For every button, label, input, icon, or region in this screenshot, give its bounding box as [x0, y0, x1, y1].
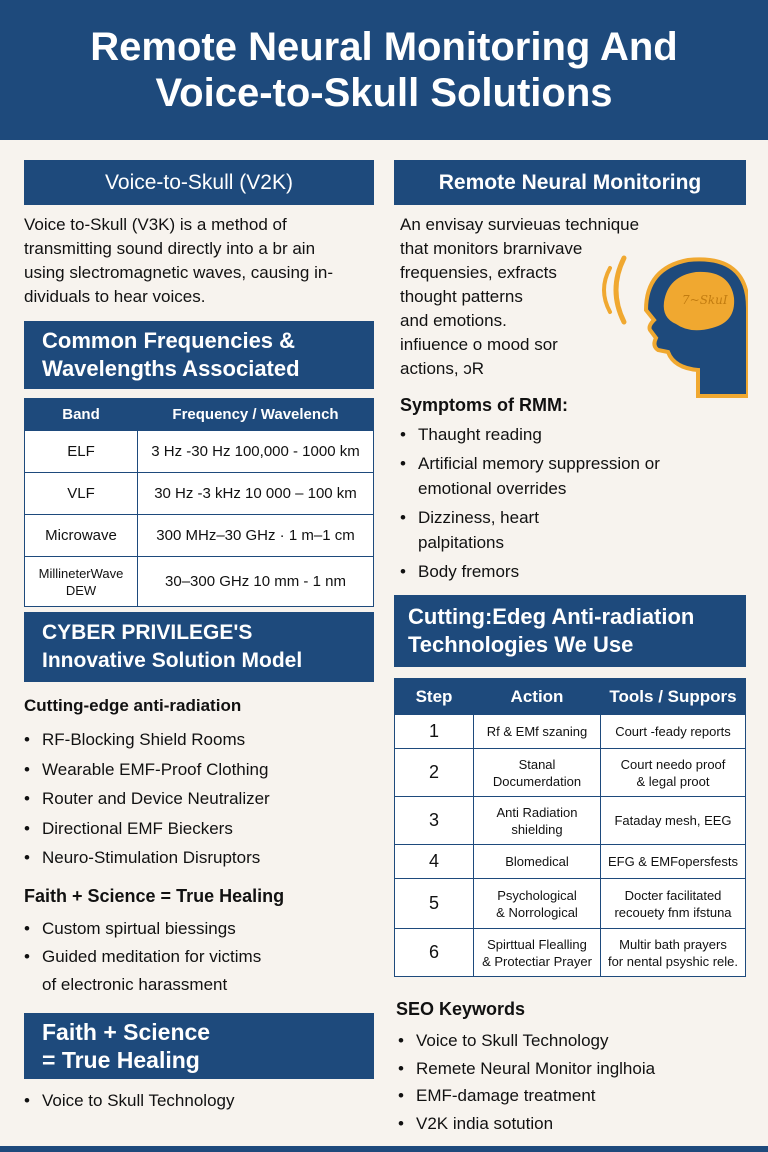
table-row: [395, 797, 746, 845]
rnm-line: that monitors brarnivave: [400, 239, 583, 258]
rnm-line: and emotions.: [400, 311, 507, 330]
wave-icon: [616, 258, 624, 322]
cyber-subheading: Cutting-edge anti-radiation: [24, 696, 242, 715]
table-row: [25, 515, 374, 557]
step-cell: 4: [395, 845, 474, 879]
rnm-line: infiuence o mood sor: [400, 335, 558, 354]
freq-cell: 30–300 GHz 10 mm - 1 nm: [138, 557, 374, 607]
v2k-line: using slectromagnetic waves, causing in-: [24, 263, 333, 282]
freq-cell: 30 Hz -3 kHz 10 000 – 100 km: [138, 473, 374, 515]
symptoms-list: [400, 422, 740, 584]
tech-heading-line1: Cutting:Edeg Anti-radiation: [408, 604, 695, 629]
band-cell: Microwave: [25, 515, 138, 557]
list-item: • Voice to Skull Technology: [398, 1027, 748, 1055]
list-item: • EMF-damage treatment: [398, 1082, 748, 1110]
table-row: [395, 715, 746, 749]
table-row: [25, 473, 374, 515]
bottom-bar: [0, 1146, 768, 1152]
freq-cell: 3 Hz -30 Hz 100,000 - 1000 km: [138, 431, 374, 473]
v2k-line: transmitting sound directly into a br ain: [24, 239, 316, 258]
band-cell: ELF: [25, 431, 138, 473]
step-cell: 2: [395, 749, 474, 797]
tools-cell: EFG & EMFopersfests: [601, 845, 746, 879]
symptoms-label: [400, 393, 568, 417]
action-cell: Rf & EMf szaning: [474, 715, 601, 749]
tools-cell: Fataday mesh, EEG: [601, 797, 746, 845]
cyber-heading-box: [24, 612, 374, 682]
list-item: • Directional EMF Bieckers: [24, 814, 374, 844]
list-item: • Voice to Skull Technology: [24, 1088, 374, 1114]
action-cell: Stanal Documerdation: [474, 749, 601, 797]
brain-scribble: 7~SkuI: [682, 293, 728, 307]
tech-heading-line2: Technologies We Use: [408, 632, 634, 657]
symptoms-label-bold: Symptoms: [400, 395, 493, 415]
faith-box-line1: Faith + Science: [42, 1019, 211, 1045]
band-cell: VLF: [25, 473, 138, 515]
freq-cell: 300 MHz–30 GHz · 1 m–1 cm: [138, 515, 374, 557]
rnm-line: actions, ɔR: [400, 359, 485, 378]
list-item: • Dizziness, heart palpitations: [400, 505, 740, 555]
head-brain-waves-icon: [598, 238, 748, 398]
seo-list: [398, 1027, 748, 1137]
v2k-description: [24, 213, 374, 309]
faith-bottom-list: [24, 1088, 374, 1114]
faith-box: [24, 1013, 374, 1079]
list-item: • Artificial memory suppression or emotional overrides: [400, 451, 740, 501]
list-item: • V2K india sotution: [398, 1110, 748, 1138]
step-cell: 6: [395, 929, 474, 977]
steps-table: [394, 678, 746, 977]
frequency-table: [24, 398, 374, 607]
table-row: [395, 879, 746, 929]
freq-heading-line1: Common Frequencies &: [42, 328, 296, 353]
step-cell: 3: [395, 797, 474, 845]
faith-subheading: Faith + Science = True Healing: [24, 886, 285, 906]
cyber-heading-line1: CYBER PRIVILEGE'S: [42, 621, 253, 644]
col-step: Step: [395, 679, 474, 715]
cyber-heading-line2: Innovative Solution Model: [42, 649, 303, 672]
action-cell: Spirttual Flealling & Protectiar Prayer: [474, 929, 601, 977]
table-row: [25, 557, 374, 607]
col-frequency: Frequency / Wavelench: [138, 399, 374, 431]
faith-list: [24, 915, 374, 999]
v2k-line: Voice to-Skull (V3K) is a method of: [24, 215, 287, 234]
faith-box-line2: = True Healing: [42, 1047, 200, 1073]
tools-cell: Multir bath prayers for nental psyshic rele.: [601, 929, 746, 977]
action-cell: Blomedical: [474, 845, 601, 879]
list-item: • Custom spirtual biessings: [24, 915, 374, 943]
table-row: [25, 431, 374, 473]
v2k-line: dividuals to hear voices.: [24, 287, 206, 306]
page-title-line1: Remote Neural Monitoring And: [90, 25, 678, 69]
v2k-heading-box: [24, 160, 374, 205]
col-action: Action: [474, 679, 601, 715]
list-item: • Neuro-Stimulation Disruptors: [24, 843, 374, 873]
col-tools: Tools / Suppors: [601, 679, 746, 715]
list-item: • Wearable EMF-Proof Clothing: [24, 755, 374, 785]
list-item: • Thaught reading: [400, 422, 740, 447]
page-title-line2: Voice-to-Skull Solutions: [155, 71, 613, 115]
table-row: [395, 929, 746, 977]
freq-heading-box: [24, 321, 374, 389]
band-cell: MillineterWave DEW: [25, 557, 138, 607]
freq-heading-line2: Wavelengths Associated: [42, 356, 300, 381]
tools-cell: Court -feady reports: [601, 715, 746, 749]
symptoms-label-rest: of RMM:: [492, 395, 569, 415]
rnm-heading-box: [394, 160, 746, 205]
action-cell: Anti Radiation shielding: [474, 797, 601, 845]
cyber-list: [24, 725, 374, 873]
rnm-heading: Remote Neural Monitoring: [438, 170, 702, 194]
v2k-heading: Voice-to-Skull (V2K): [105, 170, 293, 194]
col-band: Band: [25, 399, 138, 431]
tools-cell: Court needo proof & legal proot: [601, 749, 746, 797]
list-item: • Guided meditation for victims of electronic harassment: [24, 943, 374, 999]
list-item: • Body fremors: [400, 559, 740, 584]
title-banner: [0, 0, 768, 140]
tools-cell: Docter facilitated recouety fnm ifstuna: [601, 879, 746, 929]
list-item: • Router and Device Neutralizer: [24, 784, 374, 814]
rnm-line: An envisay survieuas technique: [400, 215, 640, 234]
list-item: • RF-Blocking Shield Rooms: [24, 725, 374, 755]
rnm-line: frequensies, exfracts: [400, 263, 557, 282]
action-cell: Psychological & Norrological: [474, 879, 601, 929]
table-row: [395, 845, 746, 879]
wave-icon: [604, 268, 610, 312]
step-cell: 5: [395, 879, 474, 929]
table-row: [395, 749, 746, 797]
list-item: • Remete Neural Monitor inglhoia: [398, 1055, 748, 1083]
seo-heading: SEO Keywords: [396, 999, 526, 1019]
rnm-line: thought patterns: [400, 287, 523, 306]
tech-heading-box: [394, 595, 746, 667]
step-cell: 1: [395, 715, 474, 749]
